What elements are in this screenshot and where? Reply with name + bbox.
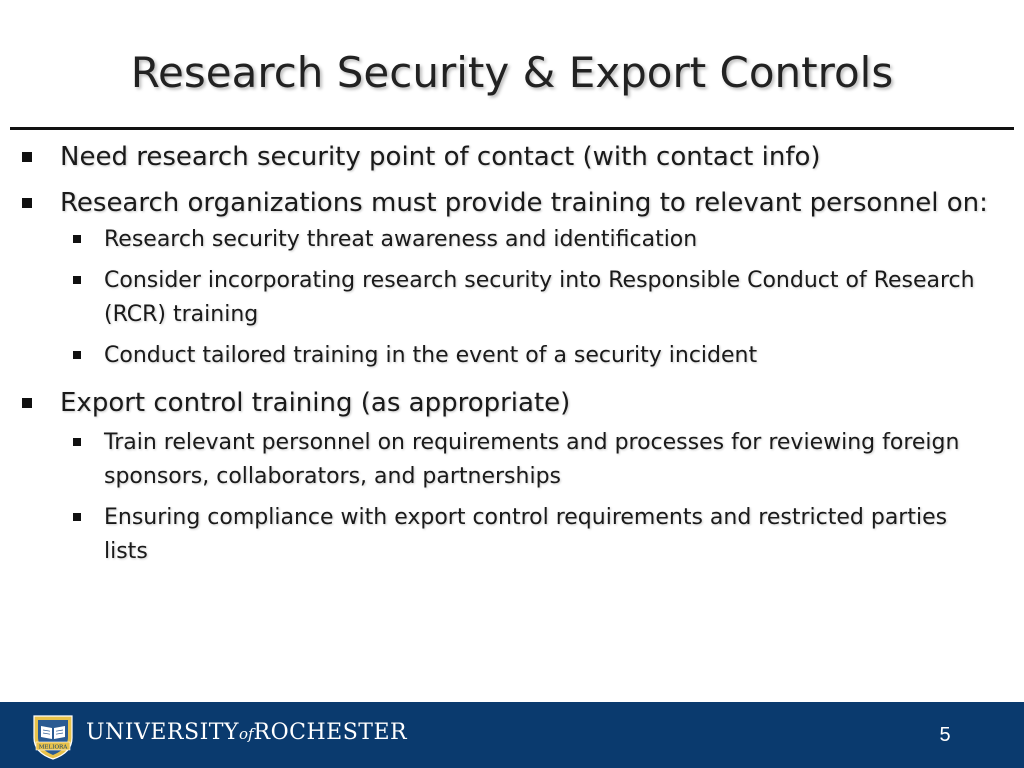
bullet-text: Research organizations must provide training to relevant personnel on: xyxy=(60,188,988,218)
sub-bullet-text: Conduct tailored training in the event of a security incident xyxy=(104,343,758,368)
sub-bullet-list xyxy=(0,426,1024,569)
slide-title: Research Security & Export Controls xyxy=(130,48,894,97)
bullet-point-training xyxy=(0,180,1024,223)
square-bullet-icon xyxy=(22,152,32,162)
sub-bullet-point xyxy=(60,501,1024,569)
bullet-text: Export control training (as appropriate) xyxy=(60,388,571,418)
seal-motto: MELIORA xyxy=(38,744,68,751)
sub-bullet-text: Consider incorporating research security into Responsible Conduct of Research (RCR) training xyxy=(104,268,975,327)
bullet-point-contact xyxy=(0,134,1024,180)
sub-bullet-group-export xyxy=(0,426,1024,569)
bullet-point-export xyxy=(0,380,1024,426)
sub-bullet-point xyxy=(60,223,1024,257)
wordmark-rochester: ROCHESTER xyxy=(253,720,408,745)
title-divider xyxy=(10,127,1014,130)
square-bullet-icon xyxy=(73,513,81,521)
sub-bullet-text: Research security threat awareness and identification xyxy=(104,227,698,252)
square-bullet-icon xyxy=(73,276,81,284)
sub-bullet-text: Ensuring compliance with export control requirements and restricted parties lists xyxy=(104,505,948,564)
bullet-text: Need research security point of contact (with contact info) xyxy=(60,142,821,172)
sub-bullet-list xyxy=(0,223,1024,373)
square-bullet-icon xyxy=(22,398,32,408)
wordmark-of: of xyxy=(238,725,254,743)
square-bullet-icon xyxy=(73,438,81,446)
footer-bar xyxy=(0,702,1024,768)
bullet-list xyxy=(0,134,1024,569)
page-number: 5 xyxy=(939,724,951,746)
sub-bullet-point xyxy=(60,426,1024,494)
sub-bullet-group-training xyxy=(0,223,1024,373)
wordmark-university: UNIVERSITY xyxy=(86,720,239,745)
sub-bullet-point xyxy=(60,264,1024,332)
square-bullet-icon xyxy=(22,198,32,208)
slide-body xyxy=(0,134,1024,576)
sub-bullet-text: Train relevant personnel on requirements and processes for reviewing foreign sponsors, collaborators, and partnerships xyxy=(104,430,960,489)
square-bullet-icon xyxy=(73,351,81,359)
square-bullet-icon xyxy=(73,235,81,243)
university-wordmark xyxy=(86,720,407,745)
university-seal-icon xyxy=(30,712,76,760)
sub-bullet-point xyxy=(60,339,1024,373)
